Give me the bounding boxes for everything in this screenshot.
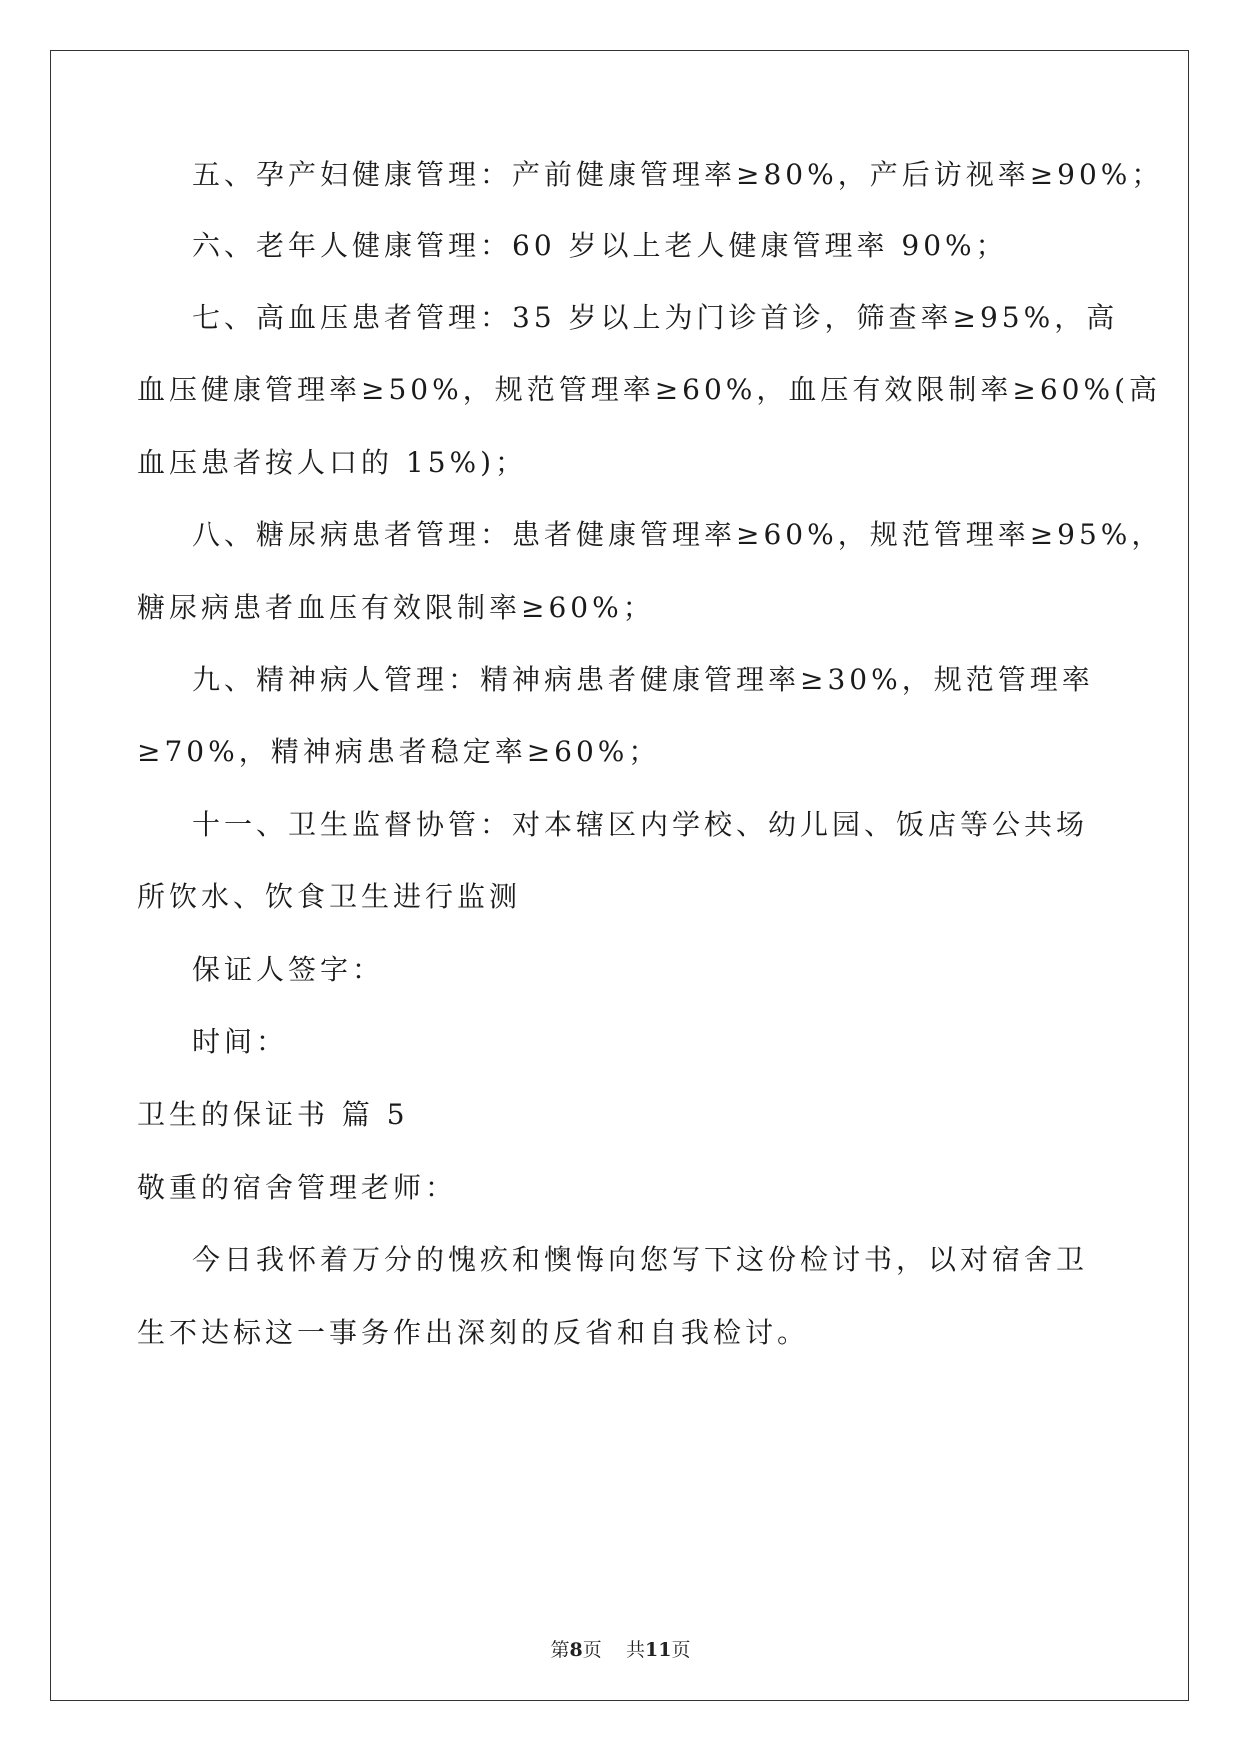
- paragraph-line: ≥70%，精神病患者稳定率≥60%；: [137, 735, 661, 768]
- salutation: 敬重的宿舍管理老师：: [137, 1171, 458, 1204]
- paragraph-line: 九、精神病人管理：精神病患者健康管理率≥30%，规范管理率: [192, 663, 1094, 696]
- paragraph-line: 五、孕产妇健康管理：产前健康管理率≥80%，产后访视率≥90%；: [192, 158, 1164, 191]
- section-heading: 卫生的保证书 篇 5: [137, 1098, 409, 1131]
- footer-page-number: 8: [569, 1639, 583, 1661]
- paragraph-line: 生不达标这一事务作出深刻的反省和自我检讨。: [137, 1316, 810, 1349]
- paragraph-line: 所饮水、饮食卫生进行监测: [137, 880, 522, 913]
- footer-page-prefix: 第: [550, 1639, 570, 1661]
- paragraph-line: 八、糖尿病患者管理：患者健康管理率≥60%，规范管理率≥95%，: [192, 518, 1164, 551]
- paragraph-line: 血压患者按人口的 15%)；: [137, 446, 528, 479]
- paragraph-line: 糖尿病患者血压有效限制率≥60%；: [137, 591, 655, 624]
- paragraph-line: 七、高血压患者管理：35 岁以上为门诊首诊，筛查率≥95%，高: [192, 301, 1119, 334]
- paragraph-line: 六、老年人健康管理：60 岁以上老人健康管理率 90%；: [192, 229, 1008, 262]
- footer-total-prefix: 共: [625, 1639, 645, 1661]
- page-footer: [0, 1637, 1241, 1663]
- date-label: 时间：: [192, 1025, 289, 1058]
- signature-label: 保证人签字：: [192, 953, 385, 986]
- paragraph-line: 血压健康管理率≥50%，规范管理率≥60%，血压有效限制率≥60%(高: [137, 373, 1162, 406]
- paragraph-line: 十一、卫生监督协管：对本辖区内学校、幼儿园、饭店等公共场: [192, 808, 1089, 841]
- footer-total-suffix: 页: [671, 1639, 691, 1661]
- paragraph-line: 今日我怀着万分的愧疚和懊悔向您写下这份检讨书，以对宿舍卫: [192, 1243, 1089, 1276]
- footer-total-pages: 11: [644, 1639, 672, 1661]
- footer-page-suffix: 页: [582, 1639, 602, 1661]
